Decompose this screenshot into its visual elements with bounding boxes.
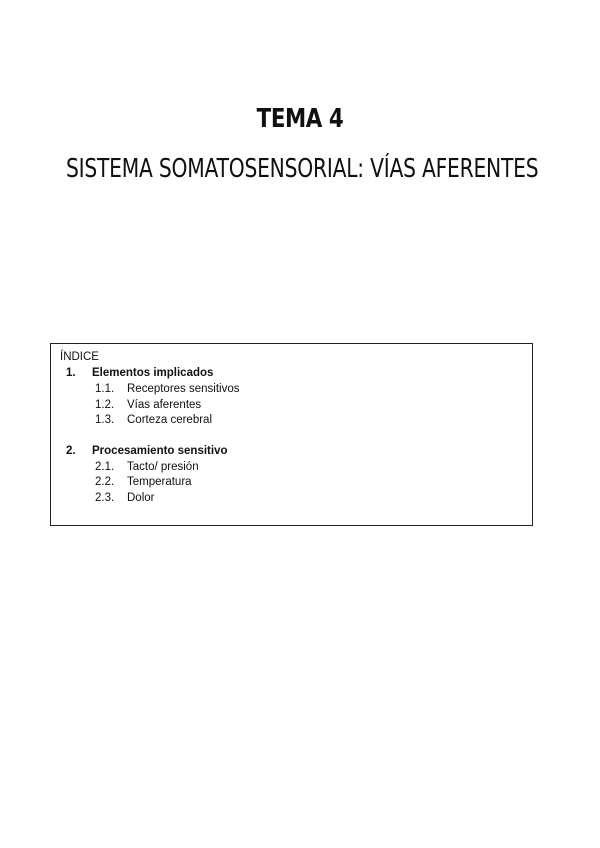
subsection-2-3 (95, 491, 154, 507)
section-1 (66, 366, 213, 382)
section-title: Procesamiento sensitivo (92, 445, 228, 457)
subsection-label: Dolor (127, 492, 155, 504)
subsection-2-2 (95, 475, 192, 491)
section-2 (66, 444, 228, 460)
subsection-number: 2.1. (95, 461, 115, 473)
subsection-label: Temperatura (127, 476, 192, 488)
topic-title: SISTEMA SOMATOSENSORIAL: VÍAS AFERENTES (66, 154, 539, 184)
subsection-number: 1.2. (95, 399, 115, 411)
section-number: 1. (66, 367, 76, 379)
subsection-number: 1.3. (95, 414, 115, 426)
section-number: 2. (66, 445, 76, 457)
table-of-contents (50, 343, 533, 526)
subsection-2-1 (95, 460, 199, 476)
subsection-number: 2.2. (95, 476, 115, 488)
index-heading: ÍNDICE (60, 351, 99, 363)
subsection-1-1 (95, 382, 240, 398)
section-title: Elementos implicados (92, 367, 214, 379)
subsection-1-3 (95, 413, 212, 429)
subsection-label: Corteza cerebral (127, 414, 213, 426)
subsection-number: 1.1. (95, 383, 115, 395)
subsection-label: Tacto/ presión (127, 461, 199, 473)
subsection-label: Receptores sensitivos (127, 383, 240, 395)
subsection-1-2 (95, 398, 201, 414)
topic-number: TEMA 4 (256, 104, 344, 134)
subsection-number: 2.3. (95, 492, 115, 504)
subsection-label: Vías aferentes (127, 399, 202, 411)
